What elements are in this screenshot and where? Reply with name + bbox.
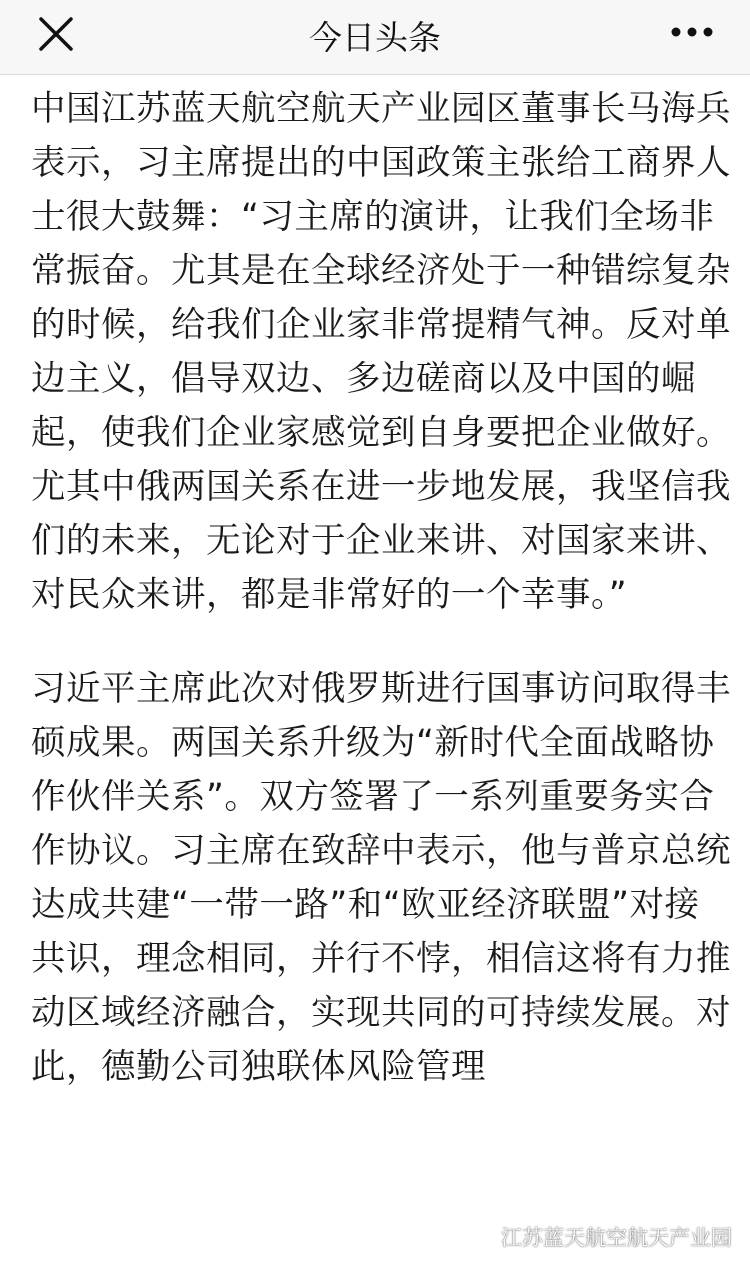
- watermark: [467, 1222, 732, 1252]
- article-paragraph: 中国江苏蓝天航空航天产业园区董事长马海兵表示，习主席提出的中国政策主张给工商界人士很大鼓舞：“习主席的演讲，让我们全场非常振奋。尤其是在全球经济处于一种错综复杂的时候，给我们企业家非常提精气神。反对单边主义，倡导双边、多边磋商以及中国的崛起，使我们企业家感觉到自身要把企业做好。尤其中俄两国关系在进一步地发展，我坚信我们的未来，无论对于企业来讲、对国家来讲、对民众来讲，都是非常好的一个幸事。”: [31, 89, 731, 615]
- more-horizontal-icon: [662, 10, 722, 66]
- more-button[interactable]: [662, 10, 722, 66]
- article-paragraph: 习近平主席此次对俄罗斯进行国事访问取得丰硕成果。两国关系升级为“新时代全面战略协作伙伴关系”。双方签署了一系列重要务实合作协议。习主席在致辞中表示，他与普京总统达成共建“一带一路”和“欧亚经济联盟”对接共识，理念相同，并行不悖，相信这将有力推动区域经济融合，实现共同的可持续发展。对此，德勤公司独联体风险管理: [31, 669, 731, 1087]
- article-body: [31, 82, 731, 1094]
- watermark-text: 江苏蓝天航空航天产业园: [501, 1226, 732, 1250]
- close-button[interactable]: [28, 10, 84, 66]
- close-icon: [28, 10, 84, 66]
- navbar: [0, 0, 750, 75]
- wechat-icon: [467, 1225, 495, 1249]
- page-title: 今日头条: [309, 18, 441, 57]
